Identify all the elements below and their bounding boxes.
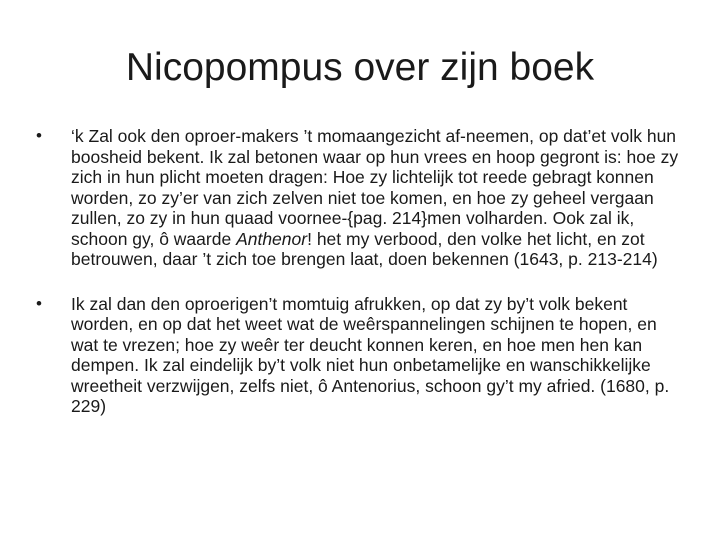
bullet-text-1: [71, 126, 678, 269]
bullet-text-1-part-b: ! het my verbood, den volke het licht, en zot betrouwen, daar ’t zich toe brengen laat, doen bekennen (1643, p. 213-214): [71, 228, 658, 269]
bullet-dot-icon: •: [36, 126, 42, 145]
bullet-item-2: [36, 294, 686, 417]
bullet-text-2: Ik zal dan den oproerigen’t momtuig afrukken, op dat zy by’t volk bekent worden, en op dat het weet wat de weêrspannelingen schijnen te hopen, en wat te vrezen; hoe zy weêr ter deucht konnen keren, en hoe men hen kan dempen. Ik zal eindelijk by’t volk niet hun onbetamelijke en wanschikkelijke wreetheit verzwijgen, zelfs niet, ô Antenorius, schoon gy’t my afried. (1680, p. 229): [71, 293, 670, 416]
bullet-dot-icon: •: [36, 293, 42, 313]
bullet-item-1: [36, 126, 686, 270]
bullet-text-1-part-a: ‘k Zal ook den oproer-makers ’t momaangezicht af-neemen, op dat’et volk hun boosheid bekent. Ik zal betonen waar op hun vrees en hoop gegront is: hoe zy zich in hun plicht moeten dragen: Hoe zy lichtelijk tot reede gebragt konnen worden, zo zy’er van zich zelven niet toe komen, en hoe zy geheel vergaan zullen, zo zy in hun quaad voornee-{pag. 214}men volharden. Ook zal ik, schoon gy, ô waarde: [71, 126, 679, 249]
slide-title: Nicopompus over zijn boek: [125, 46, 595, 89]
bullet-list: [36, 126, 686, 417]
bullet-text-1-italic: Anthenor: [236, 228, 308, 249]
